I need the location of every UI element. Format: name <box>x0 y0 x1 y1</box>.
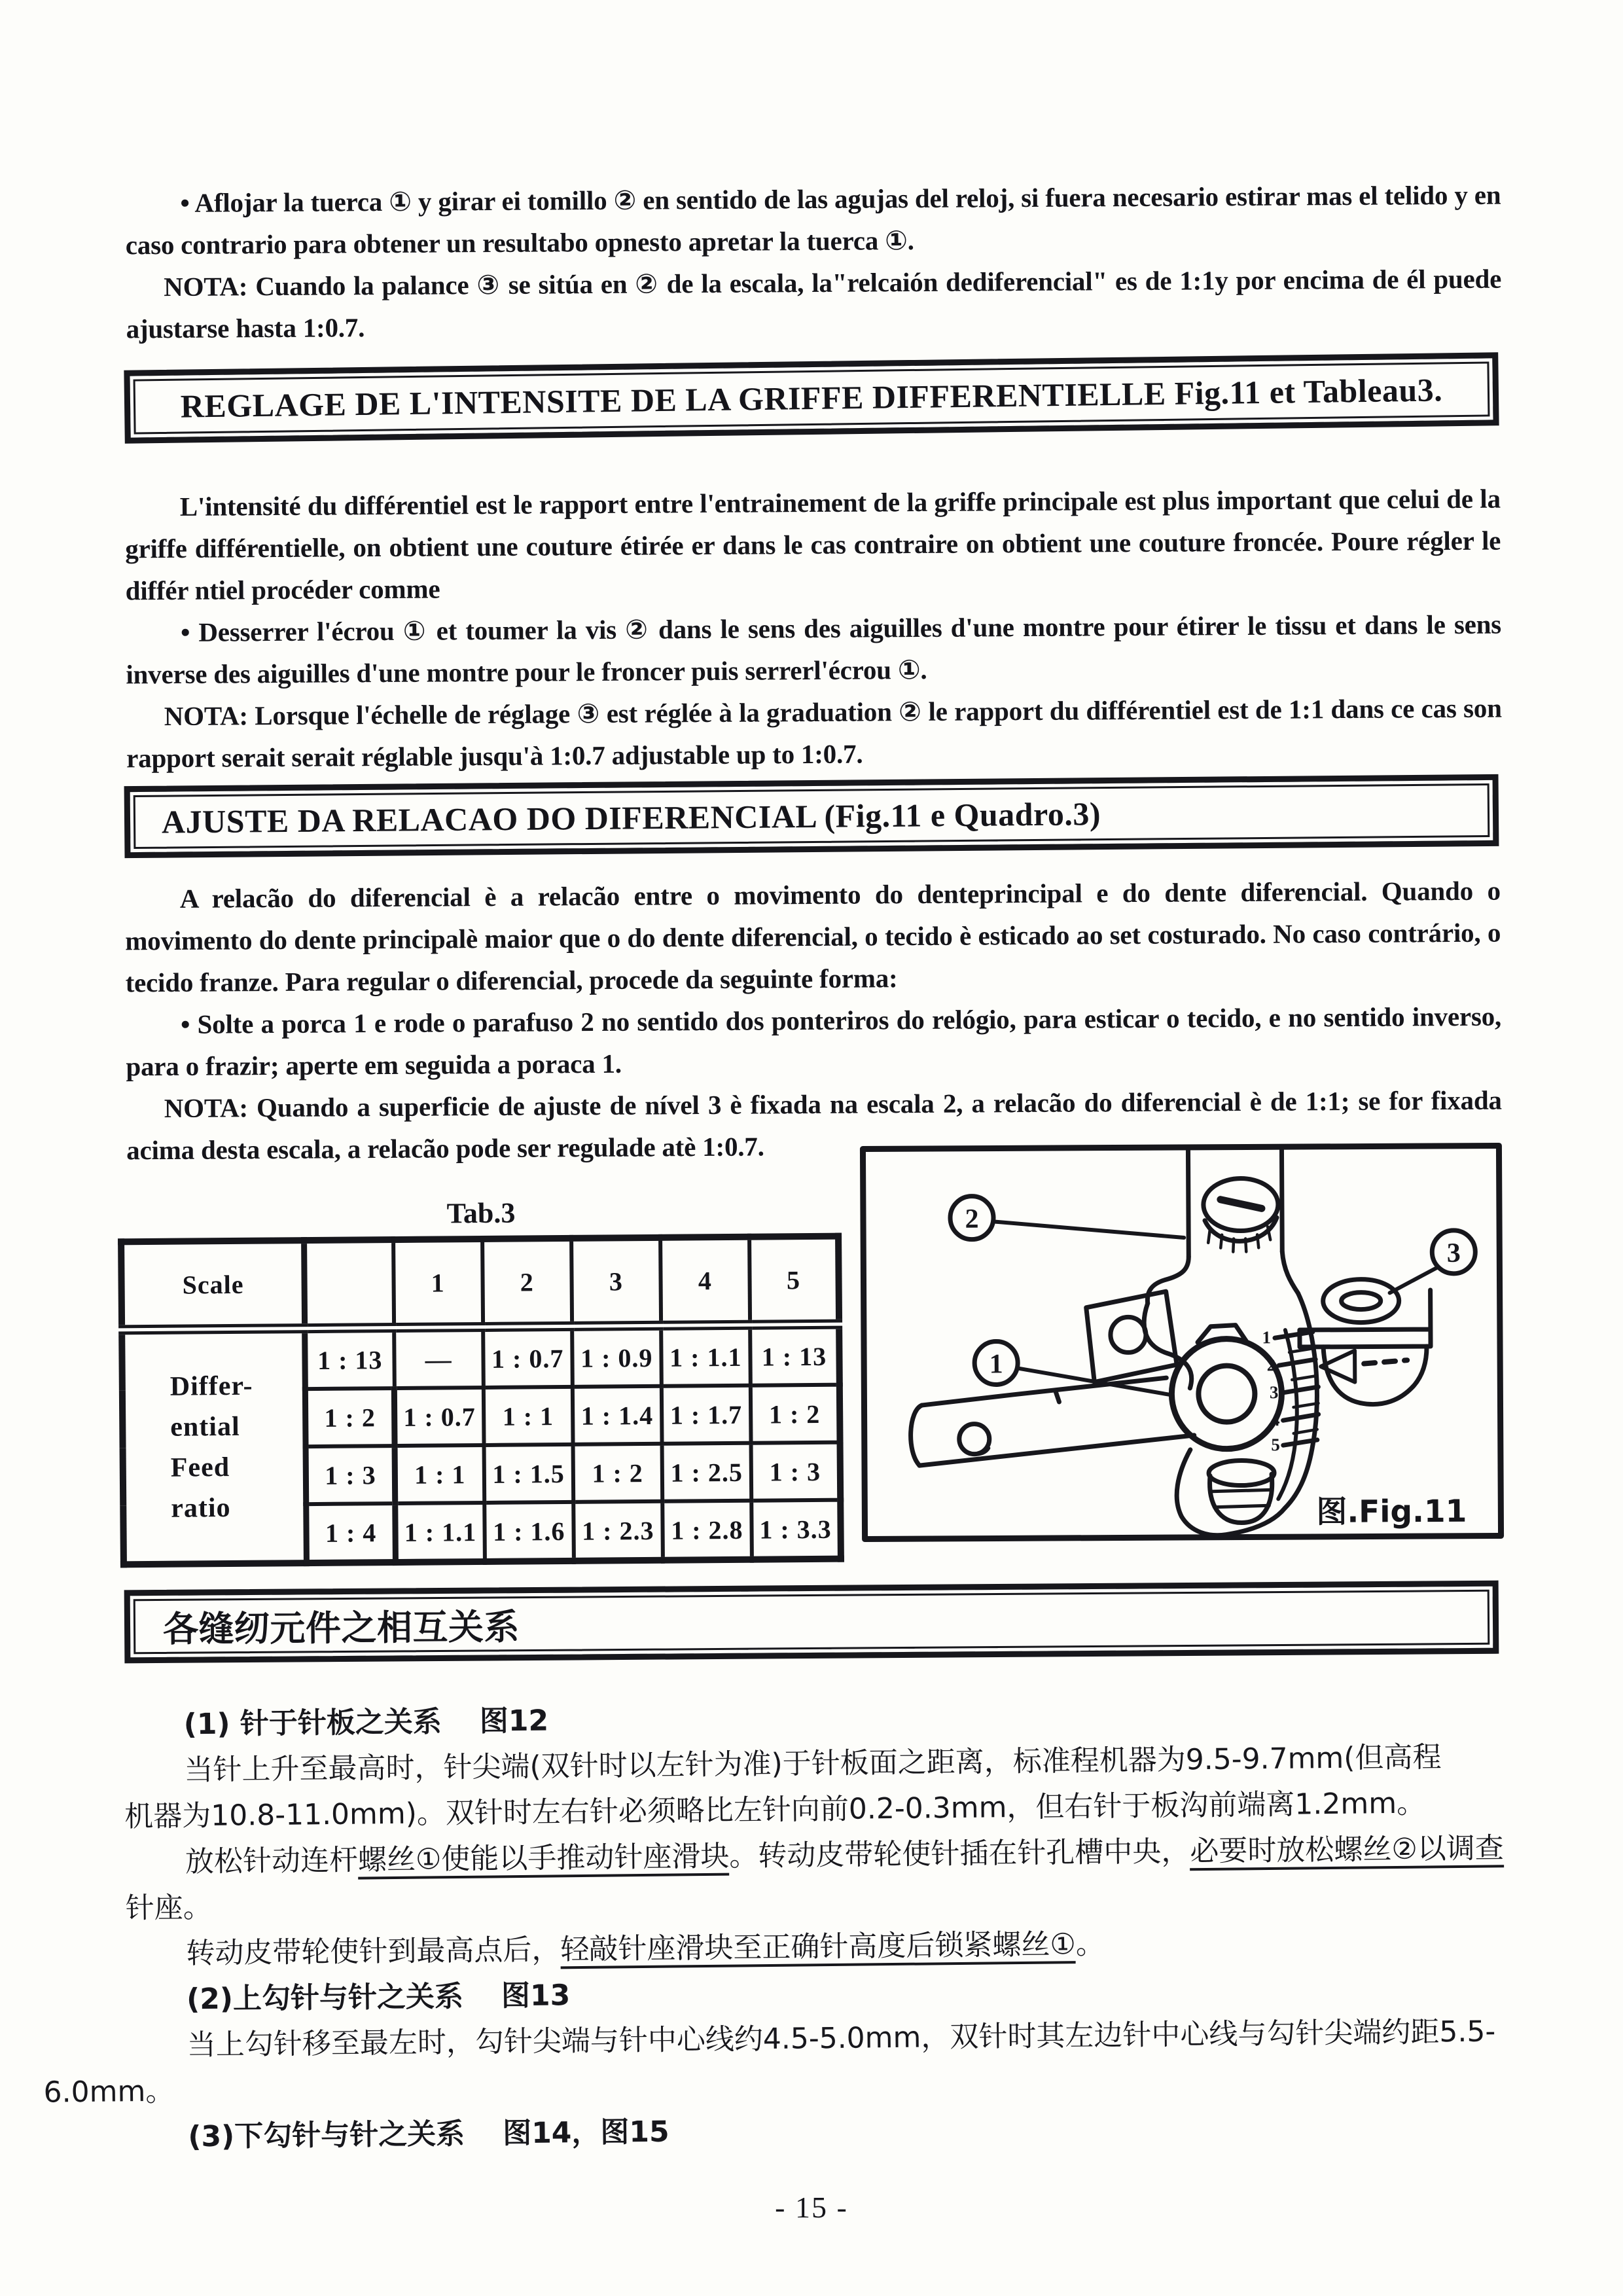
callout-3-label: 3 <box>1446 1238 1461 1268</box>
table-header-row <box>121 1236 839 1330</box>
differential-mechanism-drawing <box>857 1140 1506 1544</box>
table-cell: 1 : 2.8 <box>662 1501 752 1560</box>
table-cell: 1 : 0.9 <box>572 1325 662 1387</box>
table-row <box>122 1324 840 1390</box>
french-nota-paragraph: NOTA: Lorsque l'échelle de réglage ③ est réglée à la graduation ② le rapport du différentiel est de 1:1 dans ce cas son rapport serait serait réglable jusqu'à 1:0.7 adjustable up to 1:0.7. <box>126 692 1502 774</box>
chinese-line: 当针上升至最高时，针尖端(双针时以左针为准)于针板面之距离，标准程机器为9.5-9.7mm(但高程 <box>184 1740 1442 1787</box>
table-cell: 1 : 2 <box>573 1444 662 1502</box>
spanish-paragraph-block <box>125 174 1502 350</box>
differential-feed-table <box>118 1233 844 1568</box>
column-header: 3 <box>571 1238 661 1327</box>
chinese-text-block <box>43 1688 1541 2161</box>
french-intro-paragraph: L'intensité du différentiel est le rapport entre l'entrainement de la griffe principale est plus important que celui de la griffe différentielle, on obtient une couture étirée er dans le cas contraire on obtient une couture froncée. Poure régler le différ ntiel procéder comme <box>125 483 1501 606</box>
table-cell: 1 : 3 <box>306 1446 395 1504</box>
table-caption: Tab.3 <box>446 1196 516 1230</box>
french-section-heading: REGLAGE DE L'INTENSITE DE LA GRIFFE DIFFERENTIELLE Fig.11 et Tableau3. <box>180 371 1443 425</box>
table-cell: 1 : 3.3 <box>751 1500 841 1560</box>
spanish-bullet-paragraph: • Aflojar la tuerca ① y girar ei tomillo ② en sentido de las agujas del reloj, si fuera necesario estirar mas el telido y en caso contrario para obtener un resultabo opnesto apretar la tuerca ①. <box>125 179 1501 260</box>
portuguese-paragraph-block <box>125 870 1503 1172</box>
table-cell: 1 : 2.3 <box>573 1501 663 1561</box>
figure-border <box>863 1145 1501 1539</box>
table-cell: 1 : 4 <box>306 1503 396 1563</box>
lock-nut-icon <box>1171 1338 1282 1449</box>
chinese-item3-figref: 图14，图15 <box>502 2115 669 2151</box>
table-cell: 1 : 1.5 <box>484 1444 573 1503</box>
figure-fig11 <box>857 1140 1506 1544</box>
callout-2-label: 2 <box>965 1204 979 1234</box>
scale-mark-label: 5 <box>1271 1435 1280 1455</box>
table-cell: 1 : 1 <box>484 1387 573 1445</box>
scale-mark-label: 3 <box>1269 1382 1279 1403</box>
table-cell: 1 : 1.1 <box>395 1503 485 1562</box>
portuguese-section-heading: AJUSTE DA RELACAO DO DIFERENCIAL (Fig.11 e Quadro.3) <box>161 795 1101 840</box>
table-cell: 1 : 0.7 <box>483 1326 573 1388</box>
column-header: 4 <box>660 1237 750 1326</box>
table-row-label: Differ- ential Feed ratio <box>122 1329 306 1565</box>
portuguese-intro-paragraph: A relacão do diferencial è a relacão entre o movimento do denteprincipal e do dente diferencial. Quando o movimento do dente principalè maior que o do dente diferencial, o tecido è esticado ao set costurado. No caso contrário, o tecido franze. Para regular o diferencial, procede da seguinte forma: <box>125 875 1501 998</box>
chinese-line: 机器为10.8-11.0mm)。双针时左右针必须略比左针向前0.2-0.3mm，但右针于板沟前端离1.2mm。 <box>124 1786 1426 1834</box>
chinese-item2-title: (2)上勾针与针之关系 <box>186 1979 464 2017</box>
table-cell: 1 : 13 <box>750 1324 840 1386</box>
scale-mark-label: 2 <box>1266 1355 1276 1375</box>
table-cell: 1 : 3 <box>751 1443 840 1501</box>
chinese-line: 针座。 <box>125 1890 212 1926</box>
chinese-section-heading-box <box>124 1581 1499 1664</box>
chinese-item2-figref: 图13 <box>501 1979 571 2013</box>
underlined-phrase: 轻敲针座滑块至正确针高度后锁紧螺丝① <box>560 1928 1076 1969</box>
french-section-heading-box <box>124 352 1499 443</box>
portuguese-nota-paragraph: NOTA: Quando a superficie de ajuste de nível 3 è fixada na escala 2, a relacão do diferencial è de 1:1; se for fixada acima desta escala, a relacão pode ser regulade atè 1:0.7. <box>126 1085 1502 1166</box>
portuguese-section-heading-box <box>124 774 1499 858</box>
underlined-phrase: 必要时放松螺丝②以调查 <box>1190 1831 1504 1871</box>
scale-mark-label: 4 <box>1271 1410 1280 1430</box>
column-header: 2 <box>482 1238 572 1327</box>
chinese-item1-figref: 图12 <box>479 1704 549 1738</box>
table-corner-header: Scale <box>121 1240 305 1330</box>
chinese-item1-title: (1) 针于针板之关系 <box>183 1705 442 1742</box>
chinese-line: 当上勾针移至最左时，勾针尖端与针中心线约4.5-5.0mm，双针时其左边针中心线与勾针尖端约距5.5- <box>187 2015 1496 2062</box>
table-cell: 1 : 13 <box>305 1328 395 1390</box>
table-cell: 1 : 2 <box>305 1388 395 1446</box>
callout-1-label: 1 <box>989 1349 1003 1380</box>
clamp-plate <box>1086 1291 1177 1382</box>
table-cell: — <box>394 1327 484 1388</box>
portuguese-bullet-paragraph: • Solte a porca 1 e rode o parafuso 2 no sentido dos ponteriros do relógio, para esticar o tecido, e no sentido inverso, para o frazir; aperte em seguida a poraca 1. <box>126 1001 1502 1082</box>
table-cell: 1 : 1.1 <box>661 1325 751 1386</box>
figure-caption: 图.Fig.11 <box>1316 1493 1467 1530</box>
column-header <box>304 1240 394 1329</box>
french-paragraph-block <box>125 478 1503 780</box>
table-cell: 1 : 1 <box>395 1445 484 1503</box>
chinese-line: 6.0mm。 <box>43 2074 175 2109</box>
underlined-phrase: 螺丝①使能以手推动针座滑块 <box>358 1840 730 1880</box>
column-header: 5 <box>749 1236 839 1325</box>
table-cell: 1 : 2 <box>751 1385 840 1443</box>
table-cell: 1 : 1.6 <box>484 1502 574 1562</box>
chinese-line: 转动皮带轮使针到最高点后，轻敲针座滑块至正确针高度后锁紧螺丝①。 <box>186 1927 1105 1971</box>
chinese-section-heading: 各缝纫元件之相互关系 <box>162 1605 520 1650</box>
spanish-nota-paragraph: NOTA: Cuando la palance ③ se sitúa en ② de la escala, la"relcaión dediferencial" es de 1:1y por encima de él puede ajustarse hasta 1:0.7. <box>126 263 1502 344</box>
chinese-item3-title: (3)下勾针与针之关系 <box>188 2117 465 2154</box>
scale-mark-label: 1 <box>1262 1327 1272 1348</box>
page-number: - 15 - <box>775 2191 848 2224</box>
column-header: 1 <box>393 1239 483 1328</box>
table-cell: 1 : 1.4 <box>573 1386 662 1444</box>
table-cell: 1 : 2.5 <box>662 1443 751 1501</box>
table-cell: 1 : 1.7 <box>662 1386 751 1444</box>
chinese-line: 放松针动连杆螺丝①使能以手推动针座滑块。转动皮带轮使针插在针孔槽中央，必要时放松螺丝②以调查 <box>185 1831 1505 1879</box>
french-bullet-paragraph: • Desserrer l'écrou ① et toumer la vis ② dans le sens des aiguilles d'une montre pour étirer le tissu et dans le sens inverse des aiguilles d'une montre pour le froncer puis serrerl'écrou ①. <box>126 609 1502 690</box>
table-cell: 1 : 0.7 <box>394 1388 484 1446</box>
